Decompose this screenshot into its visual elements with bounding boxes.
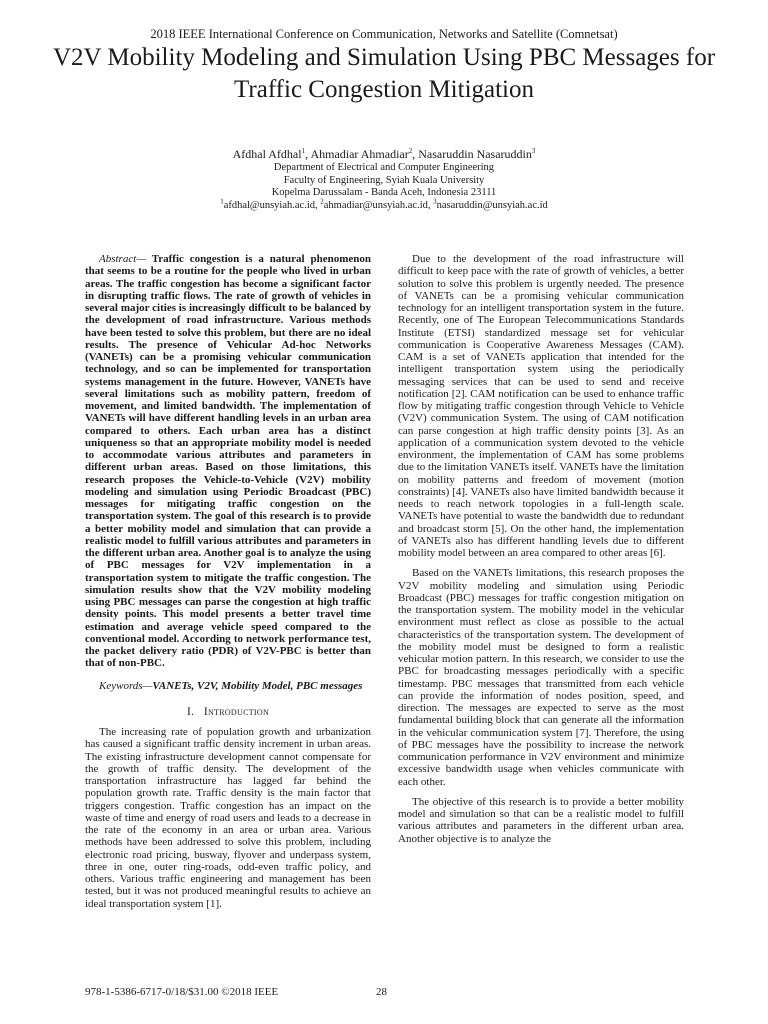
author-name: Ahmadiar Ahmadiar (310, 147, 409, 161)
author-email[interactable]: nasaruddin@unsyiah.ac.id (436, 199, 548, 211)
author-email[interactable]: afdhal@unsyiah.ac.id, (223, 199, 318, 211)
affiliation-emails (0, 197, 768, 213)
keywords-paragraph (85, 680, 371, 692)
page-number: 28 (376, 986, 387, 998)
body-paragraph: Based on the VANETs limitations, this research proposes the V2V mobility modeling and simulation using Periodic Broadcast (PBC) messages for traffic congestion mitigation on the transportation system. The mobility model in the vehicular environment must reflect as close as possible to the actual characteristics of the transportation system. The development of the mobility model must be designed to form a realistic vehicular motion pattern. In this research, we consider to use the PBC for broadcasting messages periodically with a specific timestamp. PBC messages that transmitted from each vehicle can provide the information of nodes position, speed, and direction. The messages are expected to serve as the most fundamental building block that can generate all the information in the vehicular communication system [7]. Therefore, the using of PBC messages have the possibility to increase the network communication performance in V2V environment and minimize excessive bandwidth usage when vehicles communicate with each other. (398, 567, 684, 788)
conference-header: 2018 IEEE International Conference on Communication, Networks and Satellite (Comnetsat) (150, 27, 618, 41)
section-title-initial: I (203, 705, 208, 718)
abstract-text: Traffic congestion is a natural phenomenon that seems to be a routine for the people who lived in urban areas. The traffic congestion has become a significant factor in disrupting traffic flows. The rate of growth of vehicles in several major cities is increasingly difficult to be balanced by the development of road infrastructure. Various methods have been tested to solve this problem, but there are no ideal results. The presence of Vehicular Ad-hoc Networks (VANETs) can be a promising vehicular communication technology, and so can be implemented for transportation systems management in the future. However, VANETs have several limitations such as mobility pattern, freedom of movement, and limited bandwidth. The implementation of VANETs will have different handling levels in an urban area compared to others. Each urban area has a distinct uniqueness so that an appropriate mobility model is needed to accommodate various attributes and parameters in different urban areas. Based on those limitations, this research proposes the Vehicle-to-Vehicle (V2V) mobility modeling and simulation using Periodic Broadcast (PBC) messages for mitigating traffic congestion on the transportation system. The goal of this research is to provide a better mobility model and simulation that can provide a realistic model to fulfill various attributes and parameters in the different urban area. Another goal is to analyze the using of PBC messages for V2V implementation in a transportation system to mitigate the traffic congestion. The simulation results show that the V2V mobility modeling using PBC messages can parse the congestion at high traffic density points. This model presents a better travel time estimation and average vehicle speed compared to the conventional model. According to network performance test, the packet delivery ratio (PDR) of V2V-PBC is better than that of non-PBC. (85, 253, 371, 670)
author-email[interactable]: ahmadiar@unsyiah.ac.id, (323, 199, 431, 211)
body-paragraph: The increasing rate of population growth and urbanization has caused a significant traffic density increment in urban areas. The existing infrastructure development cannot compensate for the growth of traffic density. The development of the transportation infrastructure has lagged far behind the population growth rate. Traffic density is the main factor that triggers congestion. Traffic congestion has an impact on the waste of time and energy of road users and leads to a decrease in the rate of the economy in an area or urban area. Various methods have been addressed to solve this problem, including electronic road pricing, busway, flyover and underpass system, three in one, outer ring-roads, odd-even traffic policy, and others. Various traffic engineering and management has been tested, but it was not produced meaningful results to achieve an ideal transportation system [1]. (85, 726, 371, 910)
email-superscript: 2 (320, 197, 324, 205)
keywords-text: VANETs, V2V, Mobility Model, PBC messages (152, 679, 363, 692)
author-name: Afdhal Afdhal (232, 147, 302, 161)
affiliation-department: Department of Electrical and Computer Engineering (273, 162, 495, 173)
section-heading-introduction (85, 706, 371, 718)
author-name: Nasaruddin Nasaruddin (418, 147, 532, 161)
abstract-label: Abstract— (99, 253, 147, 265)
author-superscript: 2 (408, 147, 413, 155)
right-column (398, 253, 684, 845)
section-title-rest: ntroduction (207, 705, 270, 718)
email-superscript: 1 (220, 197, 224, 205)
footer-isbn: 978-1-5386-6717-0/18/$31.00 ©2018 IEEE (85, 986, 279, 998)
body-paragraph: Due to the development of the road infrastructure will difficult to keep pace with the rate of growth of vehicles, a better solution to solve this problem is urgently needed. The presence of VANETs can be a promising vehicular communication technology for an intelligent transportation system in the future. Recently, one of The European Telecommunications Standards Institute (ETSI) standardized message set for vehicular communication is Cooperative Awareness Messages (CAM). CAM is a set of VANETs application that intended for the intelligent transportation system using the periodically messaging services that can be used to send and receive notification [2]. CAM notification can be used to enhance traffic flow by mitigating traffic congestion through Vehicle to Vehicle (V2V) communication System. The using of CAM notification can parse congestion at high traffic density points [3]. As an application of a communication system devoted to the vehicle environment, the implementation of CAM has some problems due to the limitation VANETs itself. VANETs have the limitation on mobility patterns and freedom of movement (motion constraints) [4]. VANETs also have limited bandwidth because it needs to reach network topologies in a full-length scale. VANETs have potential to waste the bandwidth due to redundant and broadcast storm [5]. On the other hand, the implementation of VANETs also has different handling levels due to different mobility model between an area compared to other areas [6]. (398, 253, 684, 559)
body-paragraph: The objective of this research is to provide a better mobility model and simulation so that can be a realistic model to fulfill various attributes and parameters in the different urban area. Another objective is to analyze the (398, 795, 684, 845)
keywords-label: Keywords— (99, 679, 153, 692)
abstract-paragraph (85, 253, 371, 670)
affiliation-block (0, 162, 768, 212)
affiliation-faculty: Faculty of Engineering, Syiah Kuala University (283, 174, 485, 186)
left-column (85, 253, 371, 910)
affiliation-address: Kopelma Darussalam - Banda Aceh, Indonesia 23111 (271, 187, 497, 198)
author-superscript: 3 (531, 147, 536, 155)
paper-title: V2V Mobility Modeling and Simulation Using PBC Messages for Traffic Congestion Mitigation (52, 44, 716, 103)
email-superscript: 3 (433, 197, 437, 205)
author-list: Afdhal Afdhal$^1$, Ahmadiar Ahmadiar$^2$, Nasaruddin Nasaruddin$^3$ (232, 147, 536, 161)
author-superscript: 1 (301, 147, 306, 155)
section-number: I. (186, 705, 195, 718)
